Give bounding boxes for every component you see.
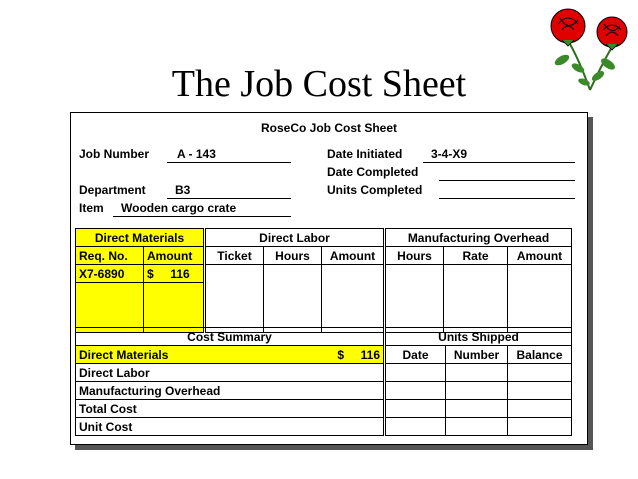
overhead-amount-column-header: Amount [508, 247, 572, 265]
direct-materials-table [75, 228, 204, 333]
labor-amount-column-header: Amount [322, 247, 384, 265]
date-initiated-field [327, 147, 575, 163]
summary-direct-materials-label: Direct Materials [76, 346, 314, 364]
amount-column-header: Amount [144, 247, 204, 265]
roses-icon [540, 2, 635, 97]
units-shipped-table [385, 327, 572, 436]
date-completed-field [327, 165, 575, 181]
job-number-field [79, 147, 291, 163]
date-initiated-label: Date Initiated [327, 147, 403, 161]
summary-overhead-label: Manufacturing Overhead [76, 382, 384, 400]
manufacturing-overhead-table [385, 228, 572, 333]
job-number-value: A - 143 [177, 147, 216, 161]
req-no-column-header: Req. No. [76, 247, 144, 265]
cost-summary-table [75, 327, 384, 436]
materials-amount-value: $ 116 [144, 265, 204, 283]
item-field [79, 201, 291, 217]
overhead-header: Manufacturing Overhead [386, 229, 572, 247]
slide-title: The Job Cost Sheet [171, 63, 467, 105]
cost-summary-header: Cost Summary [76, 328, 384, 346]
department-value: B3 [175, 183, 191, 197]
units-completed-label: Units Completed [327, 183, 423, 197]
summary-direct-labor-label: Direct Labor [76, 364, 384, 382]
shipped-date-column-header: Date [386, 346, 446, 364]
department-label: Department [79, 183, 146, 197]
item-value: Wooden cargo crate [121, 201, 237, 215]
shipped-number-column-header: Number [446, 346, 508, 364]
direct-labor-header: Direct Labor [206, 229, 384, 247]
overhead-rate-column-header: Rate [444, 247, 508, 265]
units-shipped-header: Units Shipped [386, 328, 572, 346]
job-number-label: Job Number [79, 147, 150, 161]
summary-direct-materials-amount: $ 116 [314, 346, 384, 364]
summary-total-cost-label: Total Cost [76, 400, 384, 418]
shipped-balance-column-header: Balance [508, 346, 572, 364]
date-initiated-value: 3-4-X9 [431, 147, 468, 161]
req-no-value: X7-6890 [76, 265, 144, 283]
date-completed-label: Date Completed [327, 165, 419, 179]
summary-unit-cost-label: Unit Cost [76, 418, 384, 436]
direct-materials-header: Direct Materials [76, 229, 204, 247]
labor-hours-column-header: Hours [264, 247, 322, 265]
ticket-column-header: Ticket [206, 247, 264, 265]
job-cost-sheet [70, 112, 588, 445]
units-completed-field [327, 183, 575, 199]
sheet-title: RoseCo Job Cost Sheet [260, 121, 398, 135]
item-label: Item [79, 201, 104, 215]
overhead-hours-column-header: Hours [386, 247, 444, 265]
department-field [79, 183, 291, 199]
direct-labor-table [205, 228, 384, 333]
